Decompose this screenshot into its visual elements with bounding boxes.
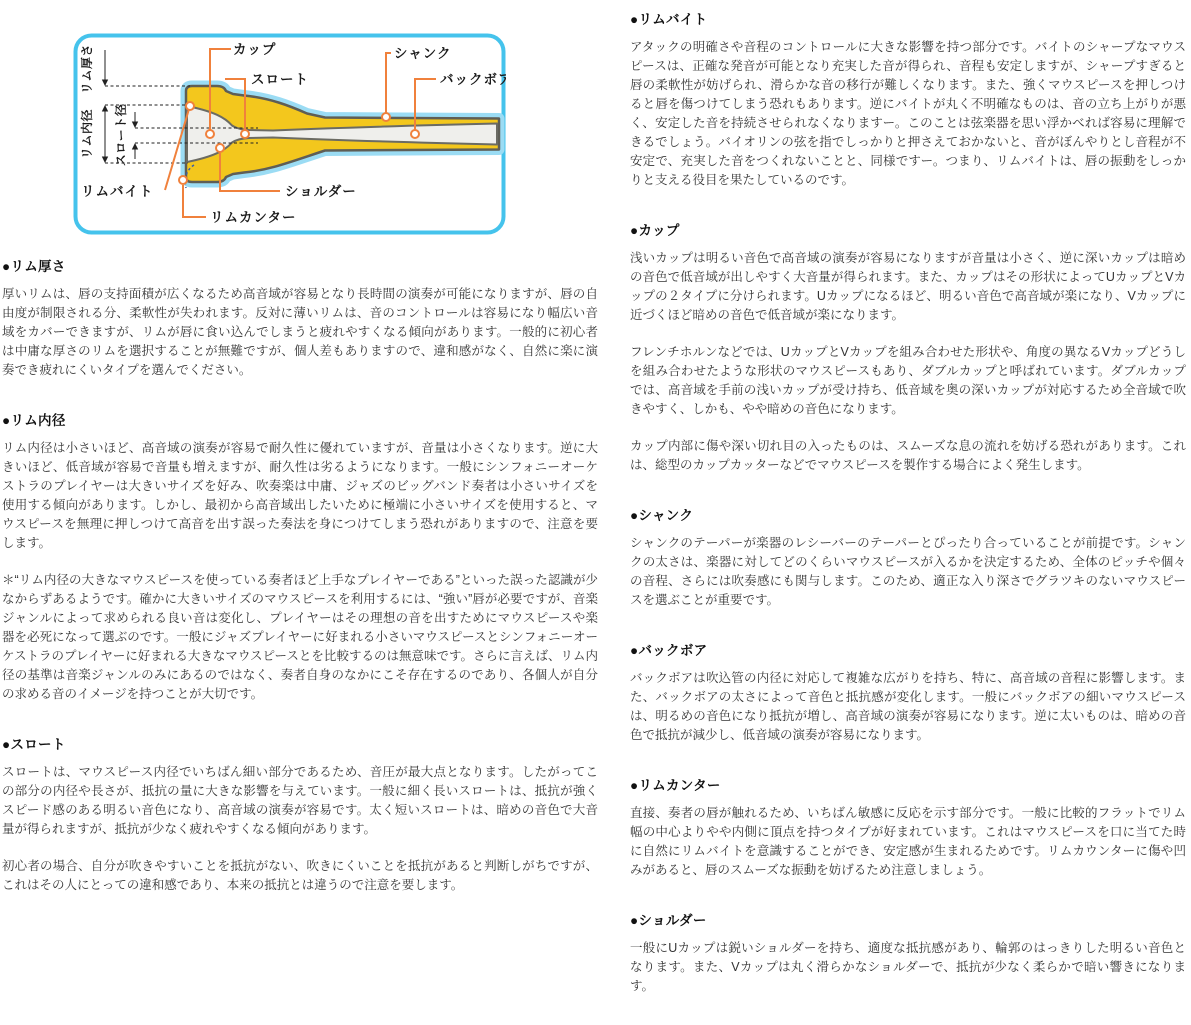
mouthpiece-diagram-svg [73, 33, 506, 235]
section-heading: ●シャンク [630, 508, 694, 523]
section-rim-thickness [2, 255, 598, 380]
section-cup [630, 219, 1186, 475]
section-heading: ●バックボア [630, 643, 708, 658]
throat-marker [241, 130, 249, 138]
throat-label: スロート [251, 72, 309, 87]
paragraph: バックボアは吹込管の内径に対応して複雑な広がりを持ち、特に、高音域の音程に影響します。また、バックボアの太さによって音色と抵抗感が変化します。一般にバックボアの細いマウスピースは、明るめの音色になり抵抗が増し、高音域の演奏が容易になります。逆に太いものは、暗めの音色で抵抗が減少し、低音域の演奏が容易になります。 [630, 671, 1186, 742]
rim-bite-marker [186, 102, 194, 110]
shoulder-label: ショルダー [285, 184, 357, 199]
backbore-label: バックボア [440, 72, 506, 87]
left-column [2, 0, 598, 924]
section-heading: ●リム内径 [2, 413, 66, 428]
section-heading: ●リムバイト [630, 12, 708, 27]
shoulder-marker [216, 144, 224, 152]
section-shank [630, 504, 1186, 610]
section-throat [2, 733, 598, 895]
mouthpiece-diagram [73, 33, 506, 235]
section-rim-contour [630, 774, 1186, 880]
paragraph: シャンクのテーパーが楽器のレシーバーのテーパーとぴったり合っていることが前提です。シャンクの太さは、楽器に対してどのくらいマウスピースが入るかを決定するため、全体のピッチや個々の音程、さらには吹奏感にも関与します。このため、適正な入り深さでグラツキのないマウスピースを選ぶことが重要です。 [630, 536, 1186, 607]
paragraph: リム内径は小さいほど、高音域の演奏が容易で耐久性に優れていますが、音量は小さくなります。逆に大きいほど、低音域が容易で音量も増えますが、耐久性は劣るようになります。一般にシンフォニーオーケストラのプレイヤーは大きいサイズを好み、吹奏楽は中庸、ジャズのビッグバンド奏者は小さいサイズを使用する傾向があります。しかし、最初から高音域出したいために極端に小さいサイズを使用すると、マウスピースを無理に押しつけて高音を出す誤った奏法を身につけてしまう恐れがありますので、注意を要します。 [2, 441, 598, 550]
rim-thickness-label: リム厚さ [80, 43, 94, 95]
throat-diameter-label: スロート径 [114, 103, 128, 167]
paragraph: フレンチホルンなどでは、UカップとVカップを組み合わせた形状や、角度の異なるVカップどうしを組み合わせたような形状のマウスピースもあり、ダブルカップと呼ばれています。ダブルカップでは、高音域を手前の浅いカップが受け持ち、低音域を奥の深いカップが対応するため全音域で吹きやすく、しかも、やや暗めの音色になります。 [630, 345, 1186, 416]
section-heading: ●ショルダー [630, 913, 707, 928]
section-shoulder [630, 909, 1186, 996]
section-heading: ●カップ [630, 223, 680, 238]
paragraph: ＊“リム内径の大きなマウスピースを使っている奏者ほど上手なプレイヤーである”といった誤った認識が少なからずあるようです。確かに大きいサイズのマウスピースを利用するには、“強い”唇が必要ですが、音楽ジャンルによって求められる良い音は変化し、プレイヤーはその理想の音を出すためにマウスピースや楽器を必死になって選ぶのです。一般にジャズプレイヤーに好まれる小さいマウスピースとシンフォニーオーケストラのプレイヤーに好まれる大きなマウスピースとを比較するのは無意味です。さらに言えば、リム内径の基準は音楽ジャンルのみにあるのではなく、奏者自身のなかにこそ存在するのであり、各個人が自分の求める音のイメージを持つことが大切です。 [2, 573, 598, 701]
rim-contour-marker [179, 176, 187, 184]
rim-contour-label: リムカンター [210, 210, 297, 225]
paragraph: アタックの明確さや音程のコントロールに大きな影響を持つ部分です。バイトのシャープなマウスピースは、正確な発音が可能となり充実した音が得られ、音程も安定しますが、シャープすぎると唇の柔軟性が妨げられ、滑らかな音の移行が難しくなります。また、強くマウスピースを押しつけると唇を傷つけてしまう恐れもあります。逆にバイトが丸く不明確なものは、音の立ち上がりが悪く、安定した音を持続させられなくなりますー。このことは弦楽器を思い浮かべれば容易に理解できるでしょう。バイオリンの弦を指でしっかりと押さえておかないと、音がぼんやりとし音程が不安定で、充実した音をつくれないことと、同様ですー。つまり、リムバイトは、唇の振動をしっかりと支える役目を果たしているのです。 [630, 40, 1186, 187]
section-heading: ●スロート [2, 737, 66, 752]
cup-label: カップ [233, 42, 277, 57]
paragraph: 初心者の場合、自分が吹きやすいことを抵抗がない、吹きにくいことを抵抗があると判断しがちですが、これはその人にとっての違和感であり、本来の抵抗とは違うので注意を要します。 [2, 859, 598, 892]
section-rim-inner-diameter [2, 409, 598, 704]
rim-bite-label: リムバイト [81, 184, 154, 199]
section-heading: ●リムカンター [630, 778, 721, 793]
paragraph: 厚いリムは、唇の支持面積が広くなるため高音域が容易となり長時間の演奏が可能になりますが、唇の自由度が制限される分、柔軟性が失われます。反対に薄いリムは、音のコントロールは容易になり幅広い音域をカバーできますが、リムが唇に食い込んでしまうと疲れやすくなる傾向があります。一般的に初心者は中庸な厚さのリムを選択することが無難ですが、個人差もありますので、違和感がなく、自然に楽に演奏でき疲れにくいタイプを選んでください。 [2, 287, 598, 377]
shank-marker [382, 113, 390, 121]
section-backbore [630, 639, 1186, 745]
shank-label: シャンク [394, 46, 452, 61]
paragraph: カップ内部に傷や深い切れ目の入ったものは、スムーズな息の流れを妨げる恐れがあります。これは、総型のカップカッターなどでマウスピースを製作する場合によく発生します。 [630, 439, 1186, 472]
paragraph: 一般にUカップは鋭いショルダーを持ち、適度な抵抗感があり、輪郭のはっきりした明るい音色となります。また、Vカップは丸く滑らかなショルダーで、抵抗が少なく柔らかで暗い響きになります。 [630, 941, 1186, 993]
section-heading: ●リム厚さ [2, 259, 66, 274]
paragraph: スロートは、マウスピース内径でいちばん細い部分であるため、音圧が最大点となります。したがってこの部分の内径や長さが、抵抗の量に大きな影響を与えています。一般に細く長いスロートは、抵抗が強くスピード感のある明るい音色になり、高音域の演奏が容易です。太く短いスロートは、暗めの音色で大音量が得られますが、抵抗が少なく疲れやすくなる傾向があります。 [2, 765, 598, 836]
backbore-marker [411, 130, 419, 138]
right-column [630, 8, 1186, 1025]
rim-inner-diameter-label: リム内径 [80, 108, 94, 160]
section-rim-bite [630, 8, 1186, 190]
paragraph: 直接、奏者の唇が触れるため、いちばん敏感に反応を示す部分です。一般に比較的フラットでリム幅の中心よりやや内側に頂点を持つタイプが好まれています。これはマウスピースを口に当てた時に自然にリムバイトを意識することができ、安定感が生まれるためです。リムカウンターに傷や凹みがあると、唇のスムーズな振動を妨げるため注意しましょう。 [630, 806, 1186, 877]
cup-marker [206, 130, 214, 138]
paragraph: 浅いカップは明るい音色で高音域の演奏が容易になりますが音量は小さく、逆に深いカップは暗めの音色で低音域が出しやすく大音量が得られます。また、カップはその形状によってUカップとVカップの２タイプに分けられます。Uカップになるほど、明るい音色で高音域が楽になり、Vカップに近づくほど暗めの音色で低音域が楽になります。 [630, 251, 1186, 322]
